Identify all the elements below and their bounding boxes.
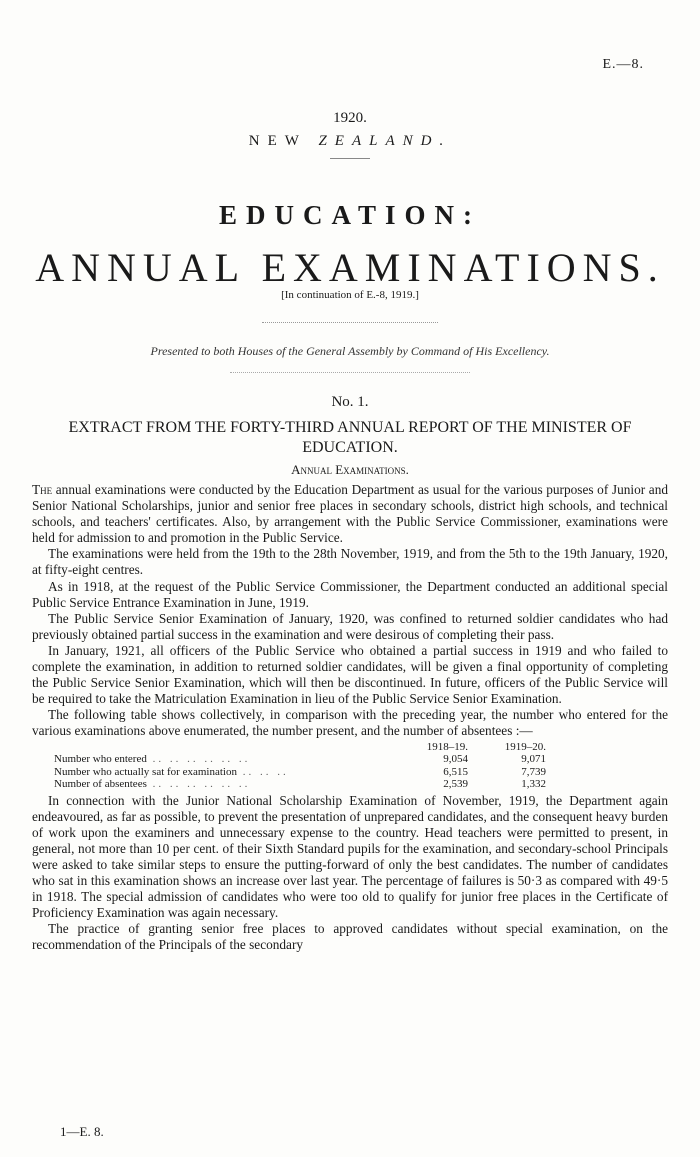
paragraph: In connection with the Junior National Scholarship Examination of November, 1919, the Department again endeavoured, as far as possible, to prevent the presentation of unprepared candidates, and the consequent heavy burden of work upon the examiners and unnecessary expense to the country. Head teachers were permitted to present, in general, not more than 10 per cent. of their Sixth Standard pupils for the examination, and secondary-school Principals were asked to take similar steps to ensure the putting-forward of only the best candidates. The number of candidates who sat in this examination shows an increase over last year. The percentage of failures is 50·3 as compared with 49·5 in 1918. The special admission of candidates who were too old to qualify for junior free places in the Certificate of Proficiency Examination was again necessary.: [32, 792, 668, 921]
row-label: Number who actually sat for examination .. .. ..: [54, 765, 289, 778]
divider: [330, 158, 370, 159]
paragraph: As in 1918, at the request of the Public Service Commissioner, the Department conducted an additional special Public Service Entrance Examination in June, 1919.: [32, 578, 668, 610]
paragraph: The annual examinations were conducted by the Education Department as usual for the various purposes of Junior and Senior National Scholarships, junior and senior free places in secondary schools, district high schools, and technical schools, and teachers' certificates. Also, by arrangement with the Public Service Commissioner, examinations were held for admission to and promotion in the Public Service.: [32, 482, 668, 546]
country-heading: [0, 133, 700, 150]
country-word-2: ZEALAND.: [318, 133, 452, 149]
table-row: [32, 778, 668, 791]
table-cell: 2,539: [443, 778, 468, 790]
table-cell: 9,071: [521, 753, 546, 765]
table-row: [32, 753, 668, 766]
extract-heading: EXTRACT FROM THE FORTY-THIRD ANNUAL REPORT OF THE MINISTER OF EDUCATION.: [68, 419, 632, 456]
table-cell: 7,739: [521, 765, 546, 778]
row-label: Number who entered .. .. .. .. .. ..: [54, 753, 251, 765]
paragraph: The following table shows collectively, in comparison with the preceding year, the number who entered for the various examinations above enumerated, the number present, and the number of absentees :—: [32, 707, 668, 739]
leader-dots: .. .. .. .. .. ..: [146, 753, 251, 765]
main-title: EDUCATION:: [218, 200, 481, 230]
continuation-note: [In continuation of E.-8, 1919.]: [281, 289, 419, 301]
paragraph: The practice of granting senior free places to approved candidates without special examination, on the recommendation of the Principals of the secondary: [32, 921, 668, 953]
leader-dots: .. .. .. .. .. ..: [146, 778, 251, 790]
document-number: No. 1.: [331, 394, 369, 410]
leader-dots: .. .. ..: [236, 765, 289, 778]
table-cell: 9,054: [443, 753, 468, 765]
document-code: E.—8.: [602, 57, 644, 72]
divider: [230, 372, 470, 373]
column-header: 1919–20.: [504, 740, 546, 753]
paragraph: The Public Service Senior Examination of January, 1920, was confined to returned soldier candidates who had previously obtained partial success in the examination and were desirous of completing their pass.: [32, 610, 668, 642]
page-signature: 1—E. 8.: [60, 1124, 104, 1139]
statistics-table: [32, 741, 668, 791]
table-row: [32, 766, 668, 779]
country-word-1: NEW: [248, 133, 307, 149]
column-header: 1918–19.: [426, 740, 468, 753]
divider: [262, 322, 438, 323]
section-heading: Annual Examinations.: [291, 462, 409, 477]
paragraph: The examinations were held from the 19th to the 28th November, 1919, and from the 5th to the 19th January, 1920, at fifty-eight centres.: [32, 546, 668, 578]
paragraph-lead: The: [32, 482, 53, 497]
table-header: [32, 741, 668, 754]
presented-line: Presented to both Houses of the General Assembly by Command of His Excellency.: [150, 344, 550, 358]
sub-title: ANNUAL EXAMINATIONS.: [35, 245, 665, 290]
row-label: Number of absentees .. .. .. .. .. ..: [54, 778, 251, 790]
body-text: [32, 482, 668, 953]
table-cell: 1,332: [521, 778, 546, 790]
paragraph: In January, 1921, all officers of the Public Service who obtained a partial success in 1919 and who failed to complete the examination, in addition to returned soldier candidates, will be given a final opportunity of completing the Public Service Senior Examination, which will then be discontinued. In future, officers of the Public Service will be required to take the Matriculation Examination in lieu of the Public Service Senior Examination.: [32, 642, 668, 707]
table-cell: 6,515: [443, 765, 468, 778]
publication-year: 1920.: [333, 110, 367, 126]
